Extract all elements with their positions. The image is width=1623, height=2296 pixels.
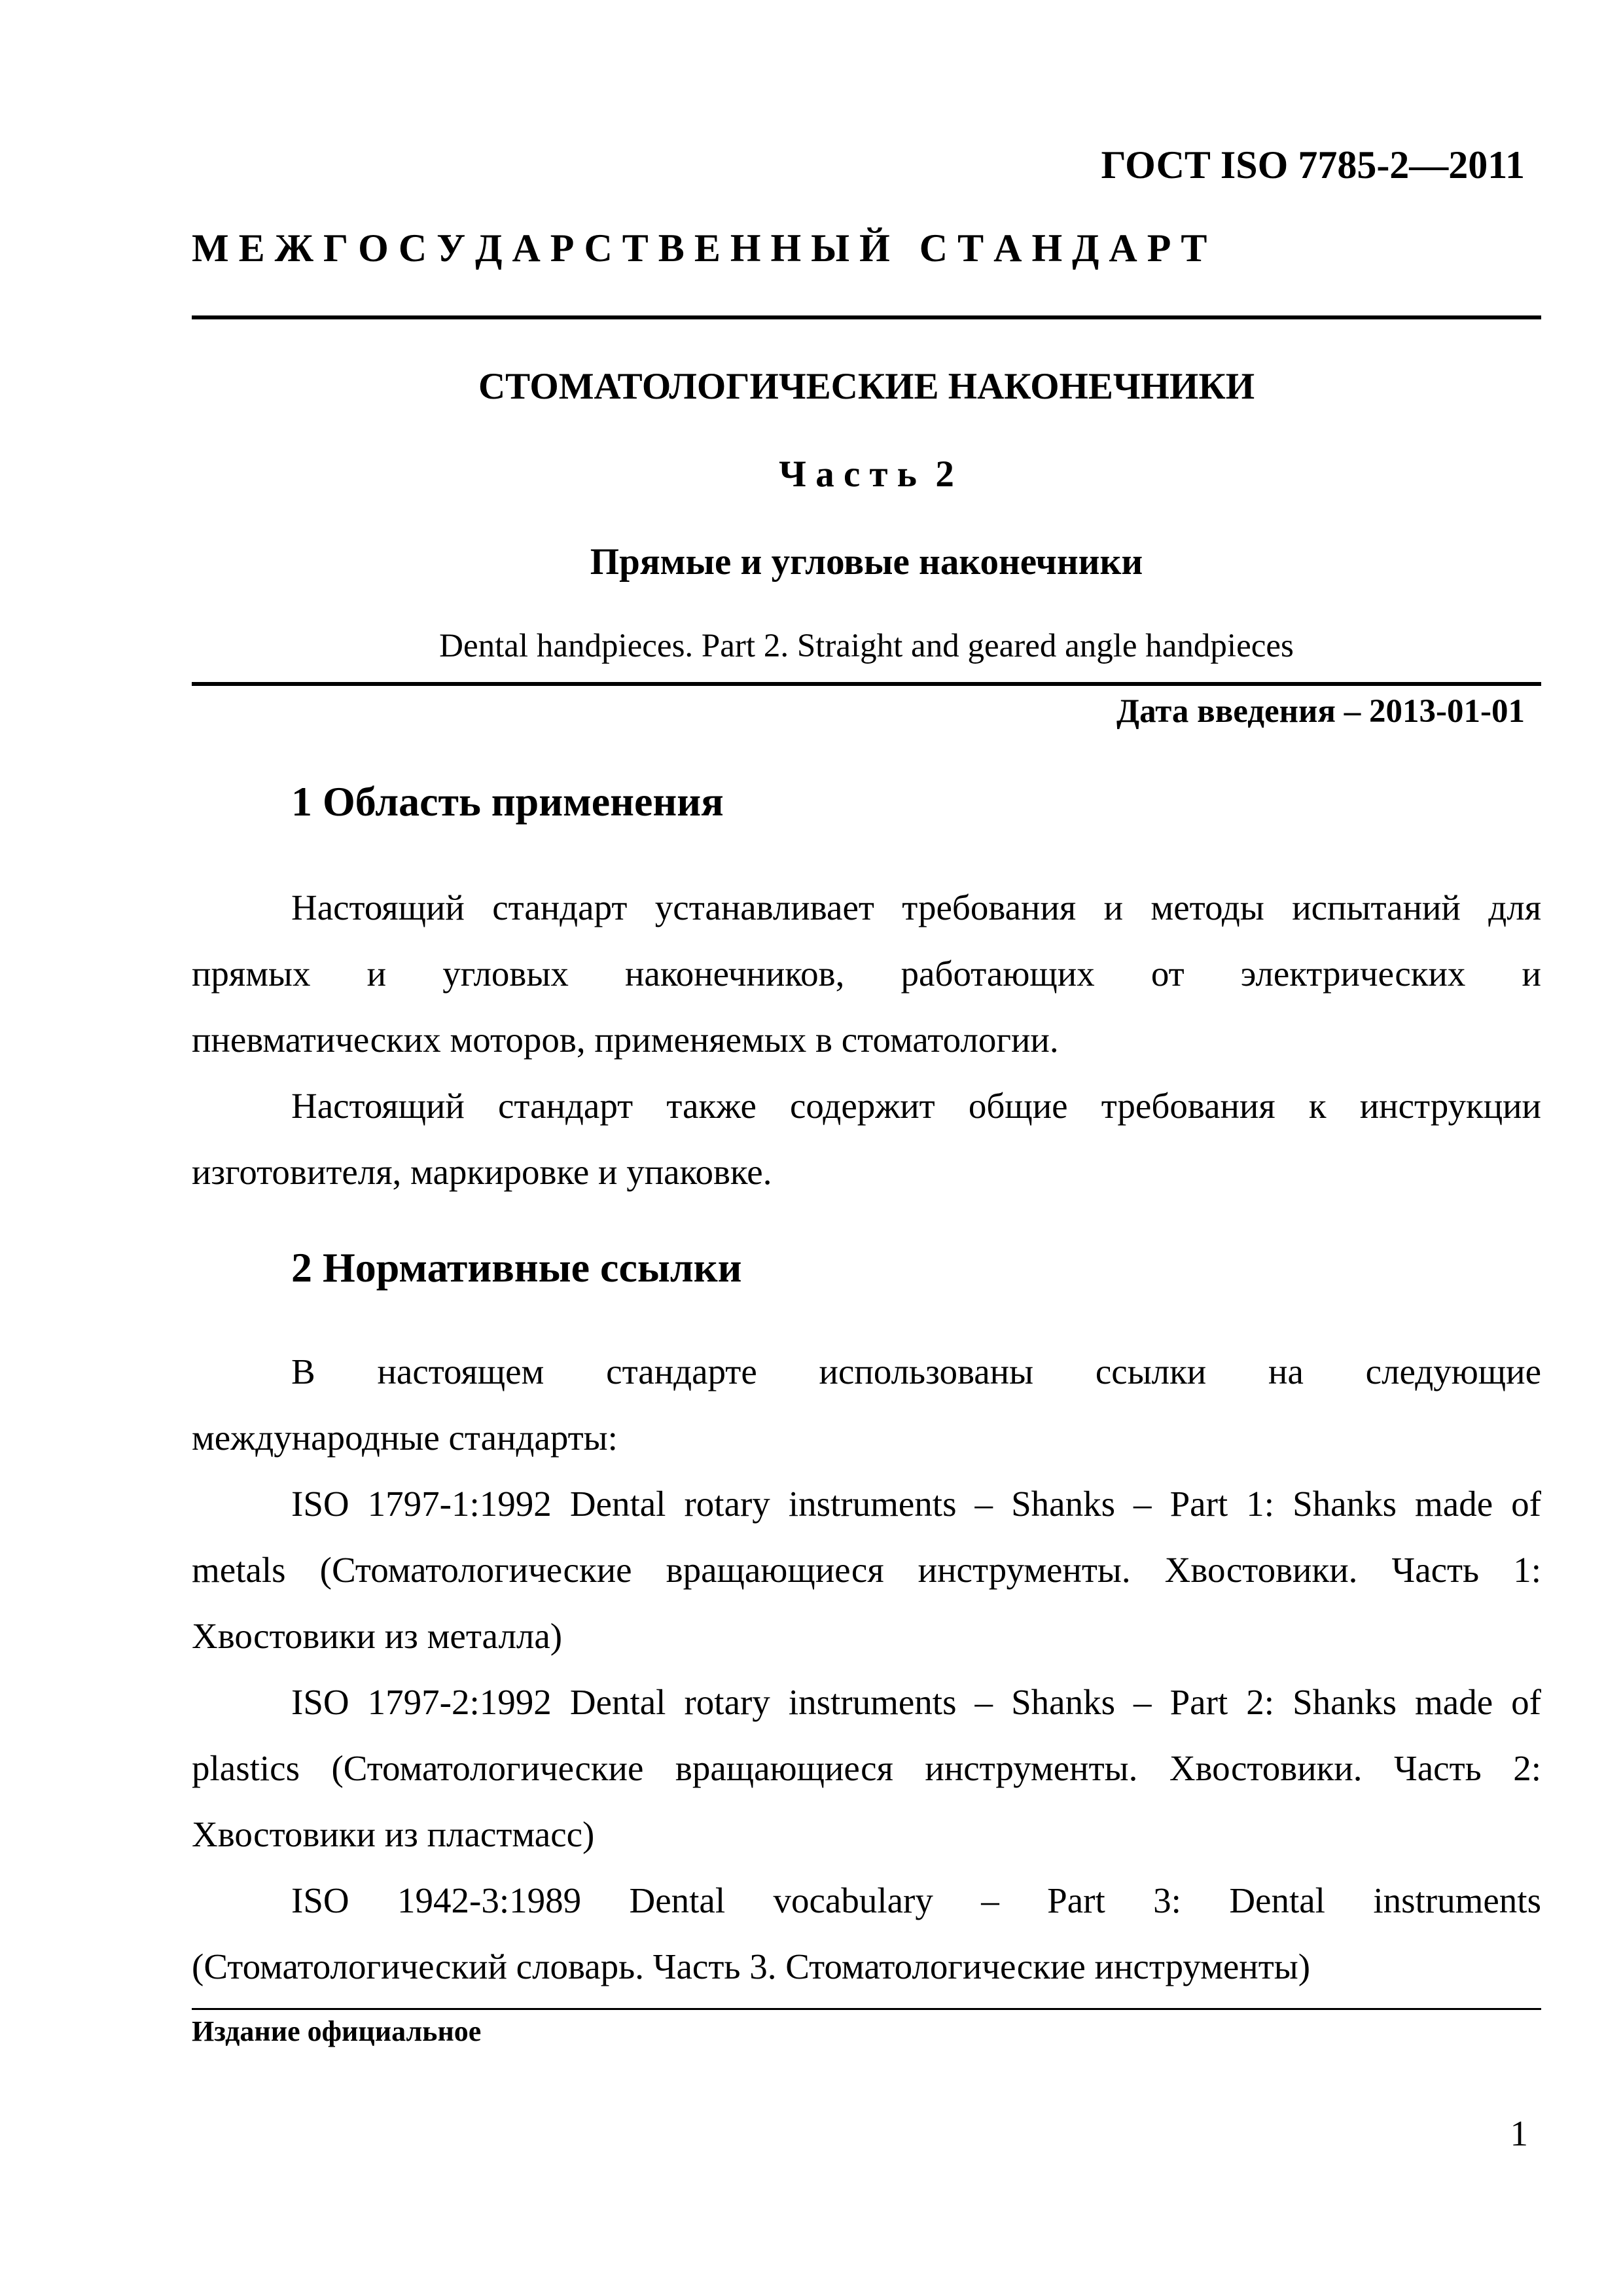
document-subtitle: Прямые и угловые наконечники	[590, 541, 1143, 583]
title-rule	[192, 682, 1541, 686]
text-line: пневматических моторов, применяемых в стоматологии.	[192, 1020, 1059, 1060]
reference-iso-1797-2	[192, 1669, 1541, 1867]
reference-iso-1797-1	[192, 1471, 1541, 1669]
document-title: СТОМАТОЛОГИЧЕСКИЕ НАКОНЕЧНИКИ	[478, 366, 1255, 407]
text-line: ISO 1797-1:1992 Dental rotary instruments – Shanks – Part 1: Shanks made of	[291, 1484, 1541, 1524]
document-designation: ГОСТ ISO 7785-2—2011	[1101, 143, 1525, 187]
text-line: ISO 1942-3:1989 Dental vocabulary – Part 3: Dental instruments	[291, 1880, 1541, 1920]
section-2-heading: 2 Нормативные ссылки	[291, 1244, 742, 1291]
introduction-date: Дата введения – 2013-01-01	[1116, 693, 1525, 730]
text-line: изготовителя, маркировке и упаковке.	[192, 1152, 772, 1192]
text-line: Настоящий стандарт устанавливает требования и методы испытаний для	[291, 888, 1541, 927]
text-line: metals (Стоматологические вращающиеся инструменты. Хвостовики. Часть 1:	[192, 1550, 1541, 1590]
section-1-paragraph-1	[192, 874, 1541, 1073]
header-rule	[192, 315, 1541, 319]
section-2-intro	[192, 1338, 1541, 1471]
page-number: 1	[1510, 2113, 1528, 2153]
text-line: Хвостовики из пластмасс)	[192, 1814, 595, 1854]
text-line: (Стоматологический словарь. Часть 3. Стоматологические инструменты)	[192, 1946, 1311, 1986]
section-1-heading: 1 Область применения	[291, 778, 724, 825]
section-1-paragraph-2	[192, 1073, 1541, 1205]
footer-rule	[192, 2008, 1541, 2010]
text-line: Хвостовики из металла)	[192, 1616, 563, 1656]
english-title: Dental handpieces. Part 2. Straight and geared angle handpieces	[439, 628, 1294, 664]
text-line: В настоящем стандарте использованы ссылки на следующие	[291, 1352, 1541, 1391]
text-line: Настоящий стандарт также содержит общие требования к инструкции	[291, 1086, 1541, 1126]
standard-type-banner: М Е Ж Г О С У Д А Р С Т В Е Н Н Ы Й С Т А Н Д А Р Т	[192, 226, 1207, 270]
text-line: прямых и угловых наконечников, работающих от электрических и	[192, 954, 1541, 994]
text-line: plastics (Стоматологические вращающиеся инструменты. Хвостовики. Часть 2:	[192, 1748, 1541, 1788]
text-line: международные стандарты:	[192, 1418, 618, 1458]
official-edition-label: Издание официальное	[192, 2015, 482, 2047]
text-line: ISO 1797-2:1992 Dental rotary instruments – Shanks – Part 2: Shanks made of	[291, 1682, 1541, 1722]
part-label: Ч а с т ь 2	[779, 454, 954, 495]
reference-iso-1942-3	[192, 1867, 1541, 2000]
